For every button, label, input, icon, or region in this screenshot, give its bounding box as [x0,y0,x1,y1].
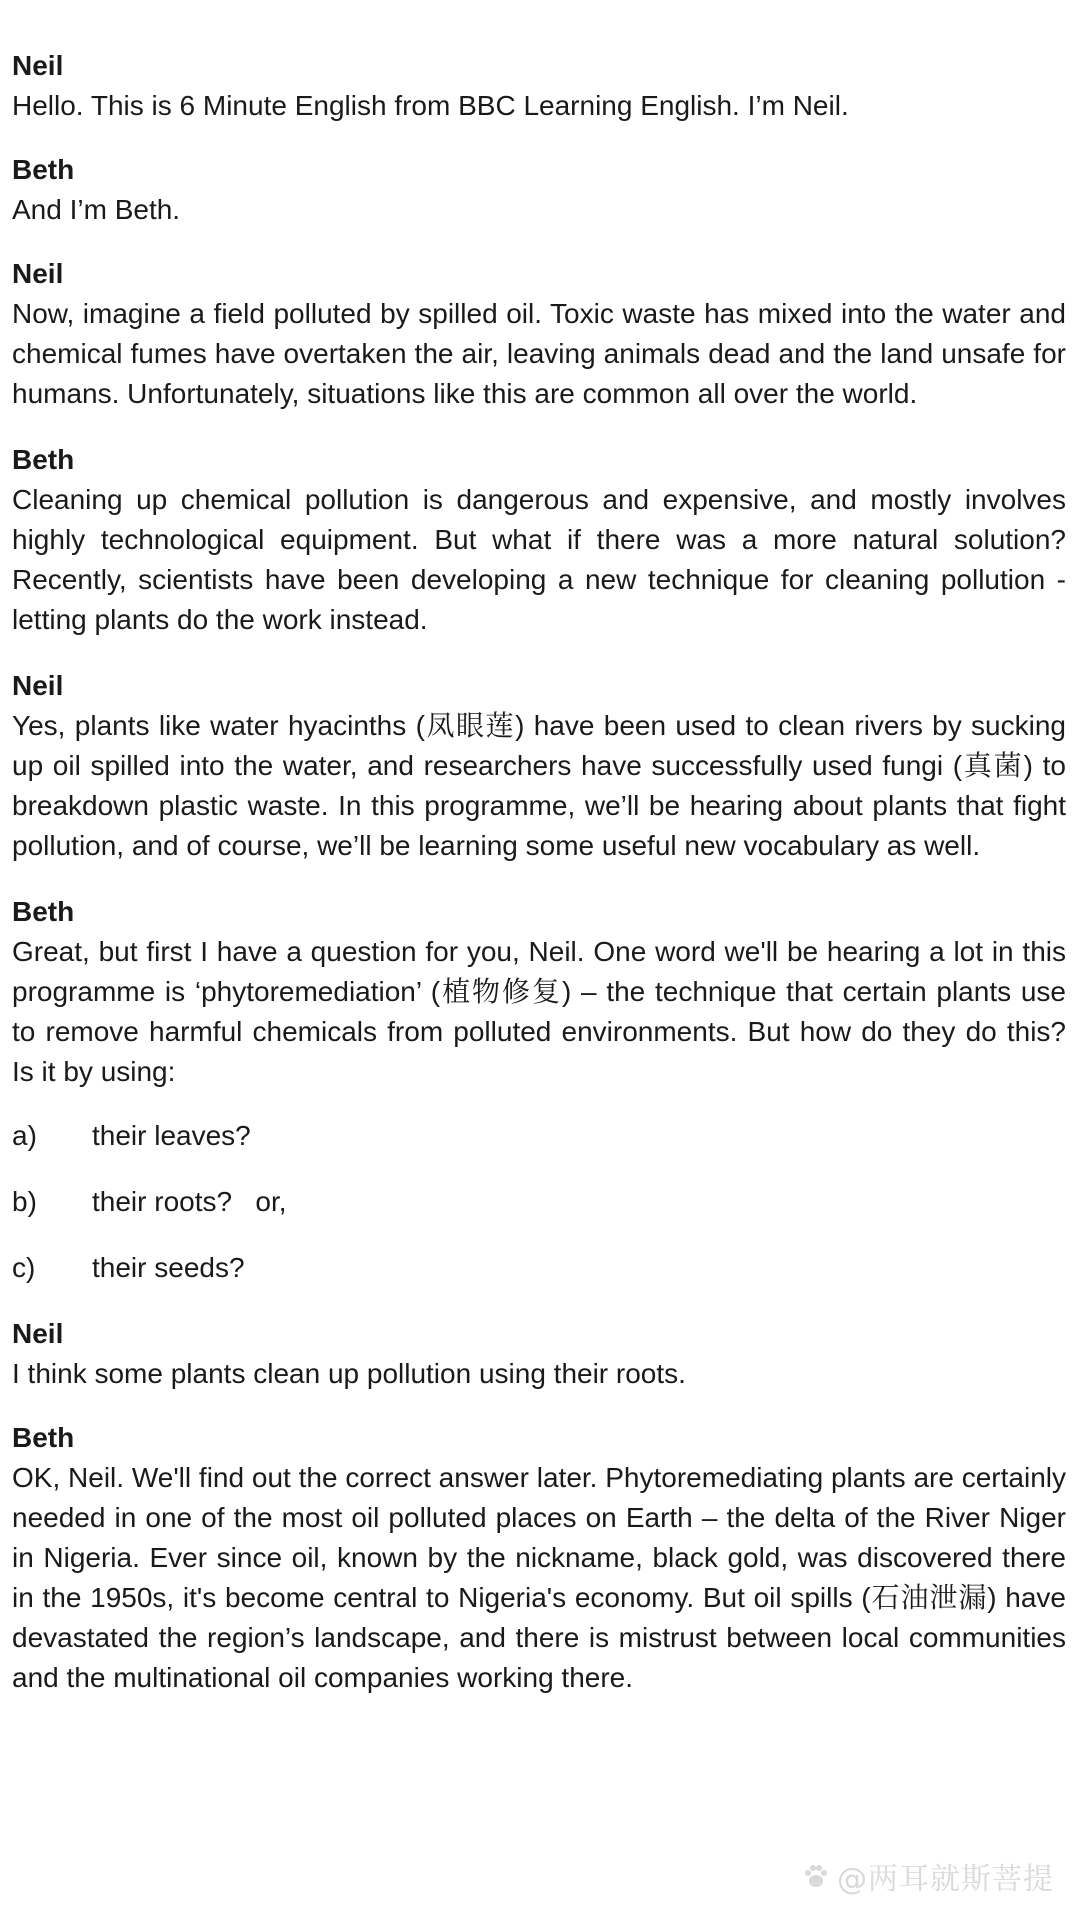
transcript-block [12,1314,1066,1394]
speaker-name: Beth [12,896,75,927]
dialogue-text: Now, imagine a field polluted by spilled oil. Toxic waste has mixed into the water and chemical fumes have overtaken the air, leaving animals dead and the land unsafe for humans. Unfortunately, situations like this are common all over the world. [12,298,1066,409]
speaker-name: Beth [12,444,75,475]
speaker-name: Neil [12,258,64,289]
paw-icon [801,1861,831,1891]
dialogue-text: OK, Neil. We'll find out the correct answer later. Phytoremediating plants are certainly needed in one of the most oil polluted places on Earth – the delta of the River Niger in Nigeria. Ever since oil, known by the nickname, black gold, was discovered there in the 1950s, it's become central to Nigeria's economy. But oil spills (石油泄漏) have devastated the region’s landscape, and there is mistrust between local communities and the multinational oil companies working there. [12,1462,1066,1693]
speaker-name: Neil [12,50,64,81]
speaker-name: Neil [12,1318,64,1349]
transcript-block [12,666,1066,866]
answer-option [12,1182,1066,1222]
option-text: their leaves? [92,1120,251,1151]
answer-option [12,1248,1066,1288]
transcript-document [12,46,1066,1724]
dialogue-text: Yes, plants like water hyacinths (凤眼莲) have been used to clean rivers by sucking up oil spilled into the water, and researchers have successfully used fungi (真菌) to breakdown plastic waste. In this programme, we’ll be hearing about plants that fight pollution, and of course, we’ll be learning some useful new vocabulary as well. [12,710,1066,861]
transcript-block [12,150,1066,230]
transcript-block [12,440,1066,640]
dialogue-text: Cleaning up chemical pollution is dangerous and expensive, and mostly involves highly technological equipment. But what if there was a more natural solution? Recently, scientists have been developing a new technique for cleaning pollution - letting plants do the work instead. [12,484,1066,635]
dialogue-text: And I’m Beth. [12,194,181,225]
transcript-block [12,46,1066,126]
option-letter: c) [12,1252,36,1283]
speaker-name: Neil [12,670,64,701]
answer-options [12,1116,1066,1288]
transcript-block [12,254,1066,414]
watermark [801,1854,1054,1898]
speaker-name: Beth [12,154,75,185]
dialogue-text: I think some plants clean up pollution using their roots. [12,1358,686,1389]
option-letter: b) [12,1186,37,1217]
answer-option [12,1116,1066,1156]
option-letter: a) [12,1120,37,1151]
dialogue-text: Hello. This is 6 Minute English from BBC Learning English. I’m Neil. [12,90,849,121]
dialogue-text: Great, but first I have a question for you, Neil. One word we'll be hearing a lot in this programme is ‘phytoremediation’ (植物修复) – the technique that certain plants use to remove harmful chemicals from polluted environments. But how do they do this? Is it by using: [12,936,1066,1087]
transcript-block [12,892,1066,1092]
watermark-text: @两耳就斯菩提 [837,1862,1054,1897]
option-text: their seeds? [92,1252,245,1283]
transcript-block [12,1418,1066,1698]
speaker-name: Beth [12,1422,75,1453]
option-text: their roots? or, [92,1186,287,1217]
